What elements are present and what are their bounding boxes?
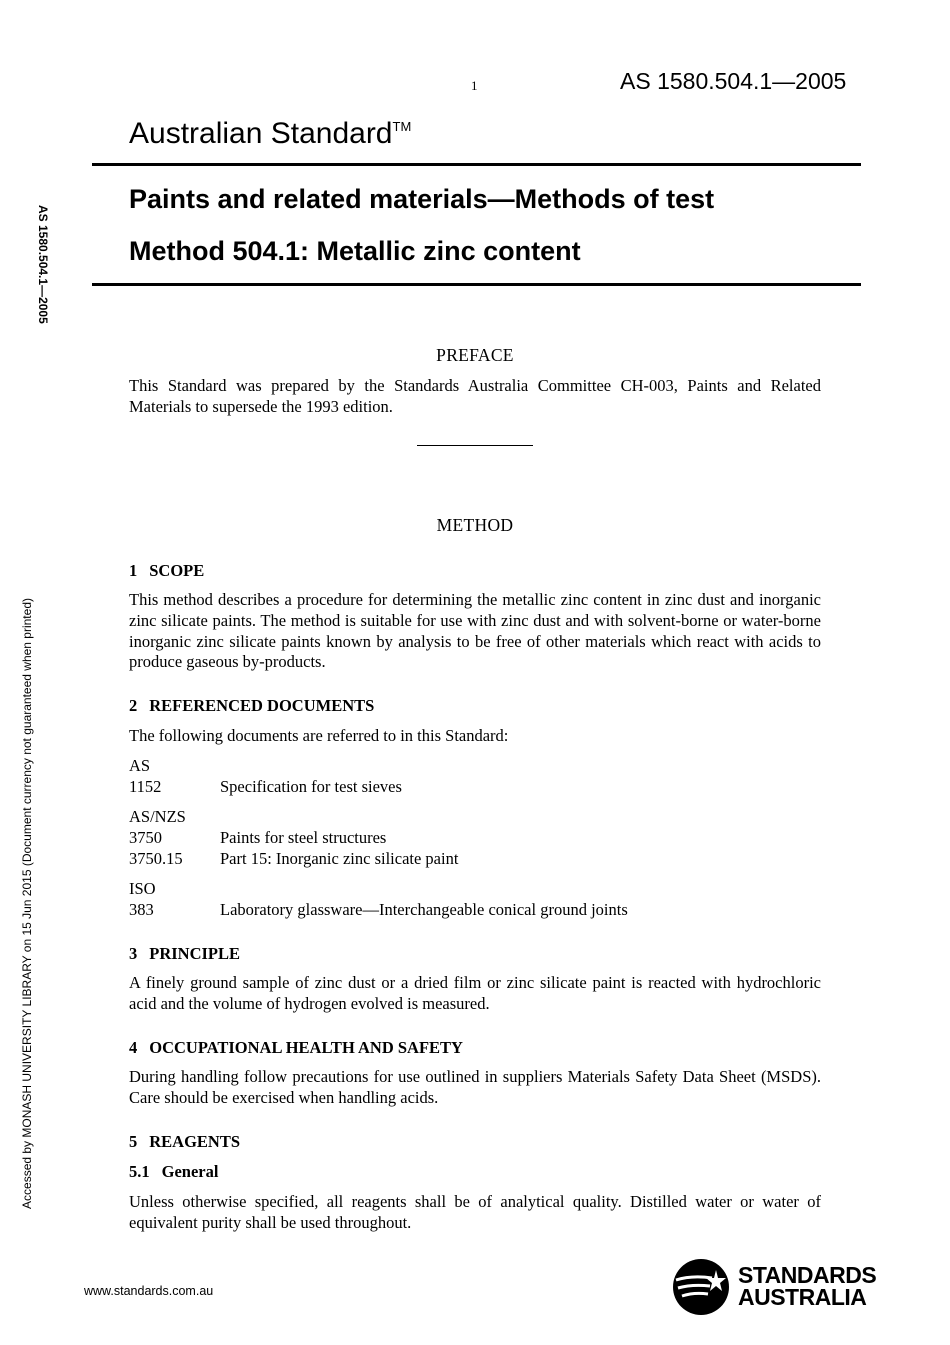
section-divider [417, 445, 533, 446]
section-heading-scope [129, 561, 204, 581]
logo-wordmark [738, 1264, 876, 1308]
section-heading-reagents [129, 1132, 240, 1152]
title-bottom-rule [92, 283, 861, 286]
brand-text: Australian Standard [129, 117, 393, 150]
trademark-mark: TM [392, 119, 412, 134]
section-number: 2 [129, 696, 138, 715]
logo-line-1: STANDARDS [738, 1262, 877, 1288]
reference-title: Laboratory glassware—Interchangeable conical ground joints [220, 900, 628, 919]
section-title: REAGENTS [149, 1132, 241, 1151]
section-number: 3 [129, 944, 138, 963]
logo-line-2: AUSTRALIA [738, 1284, 867, 1310]
section-number: 1 [129, 561, 138, 580]
reference-group-label: ISO [129, 879, 156, 898]
general-text: Unless otherwise specified, all reagents shall be of analytical quality. Distilled water or water of equivalent purity shall be used throughout. [129, 1192, 821, 1232]
page-number: 1 [471, 78, 478, 93]
ohs-text: During handling follow precautions for use outlined in suppliers Materials Safety Data Sheet (MSDS). Care should be exercised when handling acids. [129, 1067, 821, 1107]
section-title: REFERENCED DOCUMENTS [149, 696, 375, 715]
reference-code: 383 [129, 900, 154, 919]
reference-title: Part 15: Inorganic zinc silicate paint [220, 849, 459, 868]
document-title: Paints and related materials—Methods of test [129, 184, 715, 214]
preface-heading: PREFACE [436, 345, 514, 365]
section-number: 4 [129, 1038, 138, 1057]
document-subtitle: Method 504.1: Metallic zinc content [129, 236, 581, 266]
scope-text: This method describes a procedure for determining the metallic zinc content in zinc dust and inorganic zinc silicate paints. The method is suitable for use with zinc dust and with solvent-borne or water-borne inorganic zinc silicate paints known by analysis to be free of other materials which react with acids to produce gaseous by-products. [129, 590, 821, 672]
brand-label [129, 117, 411, 151]
section-title: OCCUPATIONAL HEALTH AND SAFETY [149, 1038, 463, 1057]
section-title: SCOPE [149, 561, 205, 580]
principle-text: A finely ground sample of zinc dust or a dried film or zinc silicate paint is reacted with hydrochloric acid and the volume of hydrogen evolved is measured. [129, 973, 821, 1013]
preface-text: This Standard was prepared by the Standards Australia Committee CH-003, Paints and Related Materials to supersede the 1993 edition. [129, 376, 821, 416]
section-heading-referenced-documents [129, 696, 374, 716]
document-number: AS 1580.504.1—2005 [620, 68, 847, 94]
reference-group-label: AS/NZS [129, 807, 186, 826]
subsection-heading-general [129, 1162, 218, 1182]
section-number: 5 [129, 1132, 138, 1151]
reference-code: 1152 [129, 777, 162, 796]
footer-url[interactable]: www.standards.com.au [84, 1284, 214, 1298]
section-heading-principle [129, 944, 240, 964]
reference-code: 3750.15 [129, 849, 183, 868]
star-burst-logo-icon [672, 1258, 734, 1320]
subsection-title: General [161, 1162, 219, 1181]
reference-group-label: AS [129, 756, 151, 775]
method-heading: METHOD [436, 515, 514, 535]
side-document-number: AS 1580.504.1—2005 [36, 205, 50, 324]
reference-title: Paints for steel structures [220, 828, 387, 847]
section-title: PRINCIPLE [149, 944, 241, 963]
side-access-note: Accessed by MONASH UNIVERSITY LIBRARY on 15 Jun 2015 (Document currency not guaranteed when printed) [20, 598, 34, 1209]
reference-code: 3750 [129, 828, 162, 847]
reference-title: Specification for test sieves [220, 777, 402, 796]
section-heading-ohs [129, 1038, 463, 1058]
subsection-number: 5.1 [129, 1162, 150, 1181]
referenced-documents-intro: The following documents are referred to in this Standard: [129, 726, 509, 745]
title-top-rule [92, 163, 861, 166]
